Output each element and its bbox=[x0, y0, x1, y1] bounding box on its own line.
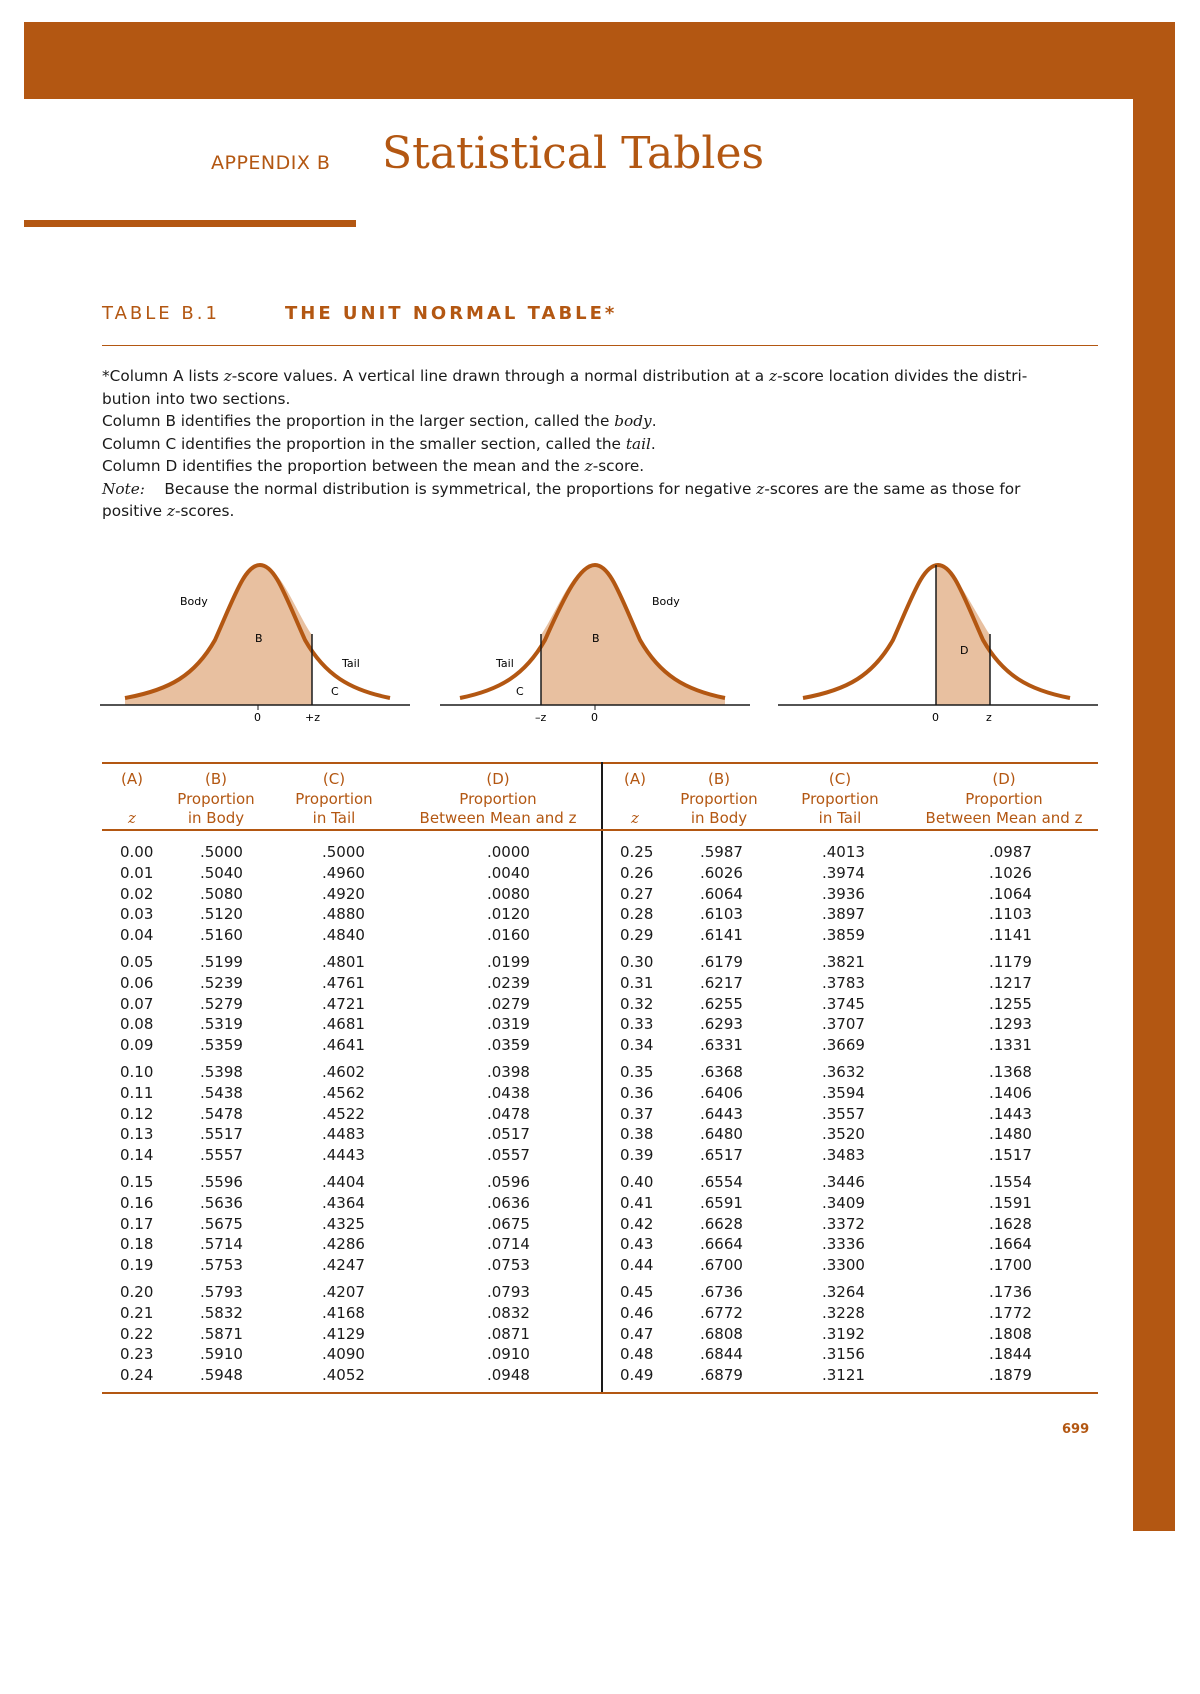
table-cell: .5478 bbox=[200, 1104, 243, 1123]
table-cell: .6293 bbox=[700, 1015, 743, 1034]
table-cell: 0.15 bbox=[120, 1172, 154, 1191]
table-cell: .6141 bbox=[700, 926, 743, 945]
col-tail-right bbox=[822, 842, 865, 1386]
table-cell: 0.10 bbox=[120, 1062, 154, 1081]
table-cell: .6591 bbox=[700, 1193, 743, 1212]
table-cell: .4090 bbox=[322, 1345, 365, 1364]
table-cell: .4013 bbox=[822, 843, 865, 861]
table-cell: .0199 bbox=[487, 952, 530, 971]
tick-label: 0 bbox=[932, 711, 939, 724]
table-cell: .0636 bbox=[487, 1193, 530, 1212]
table-cell: 0.31 bbox=[620, 973, 654, 992]
table-cell: .0517 bbox=[487, 1125, 530, 1144]
table-cell: 0.14 bbox=[120, 1146, 154, 1165]
table-cell: .4443 bbox=[322, 1146, 365, 1165]
table-cell: .3897 bbox=[822, 905, 865, 924]
table-cell: .0120 bbox=[487, 905, 530, 924]
table-cell: .5753 bbox=[200, 1256, 243, 1275]
body-shaded-region bbox=[541, 565, 725, 705]
table-cell: .6255 bbox=[700, 994, 743, 1013]
table-cell: .5080 bbox=[200, 884, 243, 903]
note-line: *Column A lists z-score values. A vertical line drawn through a normal distribution at a z-score location divides the distri- bbox=[102, 367, 1028, 385]
table-cell: .5636 bbox=[200, 1193, 243, 1212]
header-col-b: (B) Proportion in Body bbox=[680, 770, 758, 827]
table-cell: .5793 bbox=[200, 1282, 243, 1301]
table-cell: .4325 bbox=[322, 1214, 365, 1233]
table-cell: 0.19 bbox=[120, 1256, 154, 1275]
table-notes bbox=[102, 365, 1102, 523]
table-cell: .6480 bbox=[700, 1125, 743, 1144]
table-cell: .5987 bbox=[700, 843, 743, 861]
table-cell: .0478 bbox=[487, 1104, 530, 1123]
table-cell: .1026 bbox=[989, 863, 1032, 882]
table-cell: 0.01 bbox=[120, 863, 154, 882]
table-cell: .0279 bbox=[487, 994, 530, 1013]
table-cell: .5832 bbox=[200, 1303, 243, 1322]
table-cell: 0.11 bbox=[120, 1083, 154, 1102]
table-cell: .6736 bbox=[700, 1282, 743, 1301]
table-cell: .6217 bbox=[700, 973, 743, 992]
table-cell: .4286 bbox=[322, 1235, 365, 1254]
table-cell: .4801 bbox=[322, 952, 365, 971]
header-col-c: (C) Proportion in Tail bbox=[801, 770, 879, 827]
side-banner bbox=[1133, 99, 1175, 1531]
table-cell: .1808 bbox=[989, 1324, 1032, 1343]
table-cell: .1331 bbox=[989, 1036, 1032, 1055]
table-cell: .0160 bbox=[487, 926, 530, 945]
table-cell: .4761 bbox=[322, 973, 365, 992]
table-cell: .6443 bbox=[700, 1104, 743, 1123]
table-cell: .5398 bbox=[200, 1062, 243, 1081]
table-cell: .3669 bbox=[822, 1036, 865, 1055]
note-line: Note: Because the normal distribution is symmetrical, the proportions for negative z-scores are the same as those for bbox=[102, 479, 1021, 498]
table-cell: .6331 bbox=[700, 1036, 743, 1055]
table-cell: 0.42 bbox=[620, 1214, 654, 1233]
table-cell: .3745 bbox=[822, 994, 865, 1013]
table-cell: .1141 bbox=[989, 926, 1032, 945]
col-tail-left bbox=[322, 842, 365, 1386]
table-cell: .6026 bbox=[700, 863, 743, 882]
table-cell: .5160 bbox=[200, 926, 243, 945]
table-cell: 0.07 bbox=[120, 994, 154, 1013]
table-cell: .6064 bbox=[700, 884, 743, 903]
table-cell: 0.05 bbox=[120, 952, 154, 971]
table-cell: .0714 bbox=[487, 1235, 530, 1254]
page-number: 699 bbox=[1062, 1422, 1090, 1437]
table-cell: .5000 bbox=[322, 843, 365, 861]
header-col-b: (B) Proportion in Body bbox=[177, 770, 255, 827]
table-cell: .4404 bbox=[322, 1172, 365, 1191]
header-rule bbox=[102, 829, 1098, 831]
column-divider bbox=[601, 762, 603, 1392]
tick-label: +z bbox=[305, 711, 320, 724]
table-cell: .0910 bbox=[487, 1345, 530, 1364]
table-cell: .6808 bbox=[700, 1324, 743, 1343]
table-cell: .5910 bbox=[200, 1345, 243, 1364]
table-cell: .5239 bbox=[200, 973, 243, 992]
appendix-label: APPENDIX B bbox=[211, 152, 331, 174]
table-cell: .4641 bbox=[322, 1036, 365, 1055]
table-cell: .3336 bbox=[822, 1235, 865, 1254]
normal-curve-figure-positive-z bbox=[100, 550, 410, 730]
table-cell: 0.00 bbox=[120, 843, 154, 861]
tail-label: Tail bbox=[496, 657, 514, 670]
table-cell: .5948 bbox=[200, 1366, 243, 1385]
col-z-left bbox=[120, 842, 153, 1386]
table-cell: 0.29 bbox=[620, 926, 654, 945]
table-cell: .1255 bbox=[989, 994, 1032, 1013]
header-col-a: (A) z bbox=[121, 770, 143, 827]
table-cell: 0.32 bbox=[620, 994, 654, 1013]
table-top-rule bbox=[102, 762, 1098, 764]
table-cell: .5199 bbox=[200, 952, 243, 971]
table-cell: 0.38 bbox=[620, 1125, 654, 1144]
note-line: positive z-scores. bbox=[102, 502, 235, 520]
tick-label: –z bbox=[535, 711, 547, 724]
table-cell: .1736 bbox=[989, 1282, 1032, 1301]
table-cell: 0.47 bbox=[620, 1324, 654, 1343]
table-cell: 0.13 bbox=[120, 1125, 154, 1144]
table-cell: 0.30 bbox=[620, 952, 654, 971]
table-cell: 0.06 bbox=[120, 973, 154, 992]
table-cell: 0.21 bbox=[120, 1303, 154, 1322]
table-cell: .5279 bbox=[200, 994, 243, 1013]
table-cell: .3707 bbox=[822, 1015, 865, 1034]
table-cell: .1879 bbox=[989, 1366, 1032, 1385]
table-cell: .5040 bbox=[200, 863, 243, 882]
table-cell: .1480 bbox=[989, 1125, 1032, 1144]
col-z-right bbox=[620, 842, 653, 1386]
table-cell: .5319 bbox=[200, 1015, 243, 1034]
table-cell: .0438 bbox=[487, 1083, 530, 1102]
tick-label: 0 bbox=[591, 711, 598, 724]
table-cell: .6103 bbox=[700, 905, 743, 924]
region-d-label: D bbox=[960, 644, 969, 657]
table-cell: .3936 bbox=[822, 884, 865, 903]
table-cell: 0.22 bbox=[120, 1324, 154, 1343]
table-cell: .6554 bbox=[700, 1172, 743, 1191]
table-cell: .4483 bbox=[322, 1125, 365, 1144]
tail-label: Tail bbox=[342, 657, 360, 670]
table-cell: .3228 bbox=[822, 1303, 865, 1322]
table-cell: .5438 bbox=[200, 1083, 243, 1102]
table-cell: .1443 bbox=[989, 1104, 1032, 1123]
table-cell: .6844 bbox=[700, 1345, 743, 1364]
table-cell: .4920 bbox=[322, 884, 365, 903]
table-cell: .3409 bbox=[822, 1193, 865, 1212]
table-cell: .0596 bbox=[487, 1172, 530, 1191]
table-cell: 0.36 bbox=[620, 1083, 654, 1102]
table-cell: .5675 bbox=[200, 1214, 243, 1233]
table-cell: .5557 bbox=[200, 1146, 243, 1165]
table-cell: 0.23 bbox=[120, 1345, 154, 1364]
table-cell: .1554 bbox=[989, 1172, 1032, 1191]
body-label: Body bbox=[652, 595, 680, 608]
table-cell: .4562 bbox=[322, 1083, 365, 1102]
table-cell: .4960 bbox=[322, 863, 365, 882]
table-cell: .4880 bbox=[322, 905, 365, 924]
table-cell: .0239 bbox=[487, 973, 530, 992]
table-cell: .0319 bbox=[487, 1015, 530, 1034]
table-cell: .1064 bbox=[989, 884, 1032, 903]
table-cell: .3821 bbox=[822, 952, 865, 971]
table-cell: .6772 bbox=[700, 1303, 743, 1322]
table-cell: 0.03 bbox=[120, 905, 154, 924]
table-bottom-rule bbox=[102, 1392, 1098, 1394]
table-cell: .1293 bbox=[989, 1015, 1032, 1034]
table-cell: .0398 bbox=[487, 1062, 530, 1081]
table-cell: 0.12 bbox=[120, 1104, 154, 1123]
table-cell: .0753 bbox=[487, 1256, 530, 1275]
table-cell: .3121 bbox=[822, 1366, 865, 1385]
table-cell: 0.27 bbox=[620, 884, 654, 903]
table-cell: .0675 bbox=[487, 1214, 530, 1233]
table-cell: 0.48 bbox=[620, 1345, 654, 1364]
table-cell: .3300 bbox=[822, 1256, 865, 1275]
table-cell: .4681 bbox=[322, 1015, 365, 1034]
table-cell: .4129 bbox=[322, 1324, 365, 1343]
table-cell: 0.39 bbox=[620, 1146, 654, 1165]
table-cell: .0557 bbox=[487, 1146, 530, 1165]
unit-normal-table bbox=[102, 762, 1098, 1694]
table-cell: .1406 bbox=[989, 1083, 1032, 1102]
table-cell: .1591 bbox=[989, 1193, 1032, 1212]
table-cell: 0.18 bbox=[120, 1235, 154, 1254]
table-cell: 0.45 bbox=[620, 1282, 654, 1301]
table-cell: .0080 bbox=[487, 884, 530, 903]
table-cell: .5714 bbox=[200, 1235, 243, 1254]
table-cell: 0.37 bbox=[620, 1104, 654, 1123]
table-cell: 0.34 bbox=[620, 1036, 654, 1055]
table-cell: .6406 bbox=[700, 1083, 743, 1102]
table-cell: 0.16 bbox=[120, 1193, 154, 1212]
table-cell: 0.20 bbox=[120, 1282, 154, 1301]
table-cell: .3192 bbox=[822, 1324, 865, 1343]
table-cell: .1700 bbox=[989, 1256, 1032, 1275]
table-cell: 0.33 bbox=[620, 1015, 654, 1034]
table-cell: 0.28 bbox=[620, 905, 654, 924]
table-cell: .3859 bbox=[822, 926, 865, 945]
table-cell: .6664 bbox=[700, 1235, 743, 1254]
table-cell: .4052 bbox=[322, 1366, 365, 1385]
table-cell: .6517 bbox=[700, 1146, 743, 1165]
table-cell: .4168 bbox=[322, 1303, 365, 1322]
note-line: Column C identifies the proportion in the smaller section, called the tail. bbox=[102, 434, 656, 453]
table-cell: .3783 bbox=[822, 973, 865, 992]
header-col-c: (C) Proportion in Tail bbox=[295, 770, 373, 827]
note-line: Column B identifies the proportion in the larger section, called the body. bbox=[102, 412, 657, 430]
col-mean-z-left bbox=[487, 842, 530, 1386]
table-cell: .6628 bbox=[700, 1214, 743, 1233]
table-cell: .6879 bbox=[700, 1366, 743, 1385]
table-cell: .3594 bbox=[822, 1083, 865, 1102]
table-label: TABLE B.1 bbox=[102, 303, 220, 324]
table-cell: .6368 bbox=[700, 1062, 743, 1081]
table-cell: .5000 bbox=[200, 843, 243, 861]
table-cell: .3483 bbox=[822, 1146, 865, 1165]
table-cell: .1628 bbox=[989, 1214, 1032, 1233]
table-title-rule bbox=[102, 345, 1098, 346]
table-cell: .6179 bbox=[700, 952, 743, 971]
region-c-label: C bbox=[331, 685, 339, 698]
table-cell: .4840 bbox=[322, 926, 365, 945]
table-cell: .5517 bbox=[200, 1125, 243, 1144]
normal-curve-figure-negative-z bbox=[440, 550, 750, 730]
col-mean-z-right bbox=[989, 842, 1032, 1386]
table-cell: .0832 bbox=[487, 1303, 530, 1322]
table-cell: .1368 bbox=[989, 1062, 1032, 1081]
table-cell: .1217 bbox=[989, 973, 1032, 992]
table-cell: .3264 bbox=[822, 1282, 865, 1301]
table-cell: .1103 bbox=[989, 905, 1032, 924]
table-cell: .3520 bbox=[822, 1125, 865, 1144]
header-col-a: (A) z bbox=[624, 770, 646, 827]
table-cell: .5871 bbox=[200, 1324, 243, 1343]
table-cell: .1517 bbox=[989, 1146, 1032, 1165]
table-title: THE UNIT NORMAL TABLE* bbox=[285, 303, 618, 324]
table-cell: 0.24 bbox=[120, 1366, 154, 1385]
tick-label: z bbox=[986, 711, 992, 724]
region-b-label: B bbox=[255, 632, 263, 645]
page-title: Statistical Tables bbox=[382, 128, 765, 179]
table-cell: .3557 bbox=[822, 1104, 865, 1123]
table-cell: 0.08 bbox=[120, 1015, 154, 1034]
table-cell: .4602 bbox=[322, 1062, 365, 1081]
table-cell: .1664 bbox=[989, 1235, 1032, 1254]
table-cell: 0.25 bbox=[620, 843, 654, 861]
table-cell: .0359 bbox=[487, 1036, 530, 1055]
body-label: Body bbox=[180, 595, 208, 608]
table-cell: .1772 bbox=[989, 1303, 1032, 1322]
table-cell: 0.04 bbox=[120, 926, 154, 945]
table-cell: .0040 bbox=[487, 863, 530, 882]
table-cell: 0.41 bbox=[620, 1193, 654, 1212]
tick-label: 0 bbox=[254, 711, 261, 724]
table-cell: 0.43 bbox=[620, 1235, 654, 1254]
table-cell: .1179 bbox=[989, 952, 1032, 971]
table-cell: 0.26 bbox=[620, 863, 654, 882]
col-body-left bbox=[200, 842, 243, 1386]
region-c-label: C bbox=[516, 685, 524, 698]
table-cell: .5596 bbox=[200, 1172, 243, 1191]
table-cell: .4364 bbox=[322, 1193, 365, 1212]
table-cell: .3446 bbox=[822, 1172, 865, 1191]
table-cell: 0.17 bbox=[120, 1214, 154, 1233]
normal-curve-figure-mean-to-z bbox=[778, 550, 1098, 730]
table-cell: .5359 bbox=[200, 1036, 243, 1055]
table-cell: .1844 bbox=[989, 1345, 1032, 1364]
title-underline bbox=[24, 220, 356, 227]
table-cell: 0.44 bbox=[620, 1256, 654, 1275]
table-cell: .0871 bbox=[487, 1324, 530, 1343]
table-cell: .4247 bbox=[322, 1256, 365, 1275]
table-cell: 0.49 bbox=[620, 1366, 654, 1385]
table-cell: 0.40 bbox=[620, 1172, 654, 1191]
table-cell: .3632 bbox=[822, 1062, 865, 1081]
note-line: bution into two sections. bbox=[102, 389, 291, 408]
table-cell: .4207 bbox=[322, 1282, 365, 1301]
table-cell: 0.09 bbox=[120, 1036, 154, 1055]
table-cell: .3974 bbox=[822, 863, 865, 882]
table-cell: 0.46 bbox=[620, 1303, 654, 1322]
col-body-right bbox=[700, 842, 743, 1386]
table-cell: 0.02 bbox=[120, 884, 154, 903]
table-cell: .0948 bbox=[487, 1366, 530, 1385]
note-line: Column D identifies the proportion between the mean and the z-score. bbox=[102, 457, 645, 475]
table-cell: .0987 bbox=[989, 843, 1032, 861]
header-col-d: (D) Proportion Between Mean and z bbox=[419, 770, 577, 827]
table-cell: .4721 bbox=[322, 994, 365, 1013]
table-cell: .5120 bbox=[200, 905, 243, 924]
table-cell: .0793 bbox=[487, 1282, 530, 1301]
table-cell: 0.35 bbox=[620, 1062, 654, 1081]
table-cell: .4522 bbox=[322, 1104, 365, 1123]
region-b-label: B bbox=[592, 632, 600, 645]
top-banner bbox=[24, 22, 1175, 99]
table-cell: .3372 bbox=[822, 1214, 865, 1233]
table-cell: .3156 bbox=[822, 1345, 865, 1364]
table-cell: .6700 bbox=[700, 1256, 743, 1275]
table-cell: .0000 bbox=[487, 843, 530, 861]
header-col-d: (D) Proportion Between Mean and z bbox=[925, 770, 1083, 827]
